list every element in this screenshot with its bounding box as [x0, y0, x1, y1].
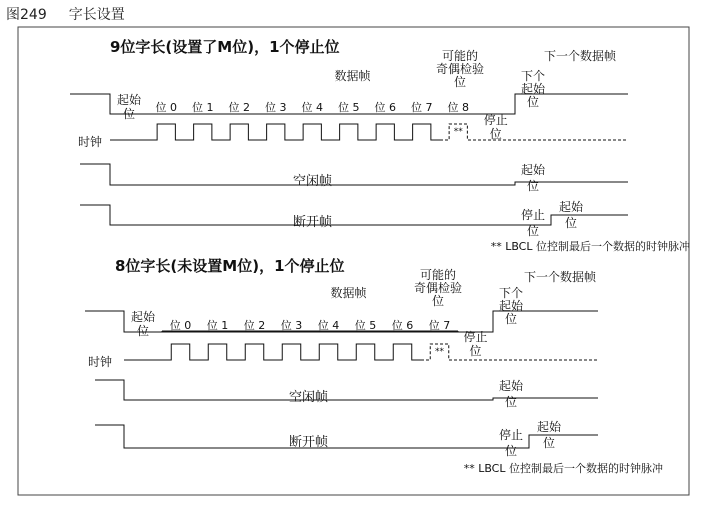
d2-next-start-label: 下个起始位: [498, 286, 524, 326]
d1-bit-label: 位 5: [338, 101, 360, 114]
d2-bit-label: 位 3: [280, 319, 303, 332]
d2-footnote: ** LBCL 位控制最后一个数据的时钟脉冲: [463, 462, 663, 475]
d2-break-stop-label: 停止位: [498, 428, 524, 458]
d2-data-waveform: [85, 311, 598, 332]
d1-idle-frame-label: 空闲帧: [292, 174, 333, 189]
d1-clock-waveform: [110, 124, 440, 140]
d1-parity-label: 可能的奇偶检验位: [435, 49, 485, 89]
d1-data-frame-label: 数据帧: [334, 69, 371, 83]
figure-caption: 字长设置: [68, 7, 125, 23]
d1-next-start-label: 下个起始位: [520, 69, 546, 109]
d1-bit-label: 位 2: [228, 101, 250, 114]
d2-data-frame-label: 数据帧: [330, 286, 367, 300]
d1-bit-label: 位 0: [155, 101, 177, 114]
figure-number: 图249: [6, 7, 47, 23]
d1-bit-label: 位 1: [192, 101, 214, 114]
d1-title: 9位字长(设置了M位)，1个停止位: [110, 38, 340, 56]
d1-break-frame-label: 断开帧: [292, 215, 333, 230]
d2-break-start-label: 起始位: [536, 420, 562, 450]
d1-bit-label: 位 3: [265, 101, 287, 114]
d2-bit-label: 位 1: [206, 319, 229, 332]
d2-clock-label: 时钟: [87, 355, 113, 369]
d1-bit-label: 位 6: [374, 101, 396, 114]
d2-break-frame-label: 断开帧: [288, 435, 329, 450]
d1-lbcl-marker: **: [453, 127, 463, 137]
d1-start-bit-label: 起始位: [116, 93, 142, 121]
d2-idle-start-label: 起始位: [498, 379, 524, 409]
d2-clock-waveform: [124, 344, 421, 360]
d2-start-bit-label: 起始位: [130, 310, 156, 338]
d2-bit-label: 位 4: [317, 319, 340, 332]
d2-next-frame-label: 下一个数据帧: [523, 270, 597, 284]
d2-bit-label: 位 6: [391, 319, 414, 332]
d2-bit-label: 位 0: [169, 319, 192, 332]
d1-next-frame-label: 下一个数据帧: [543, 49, 617, 63]
d1-idle-start-label: 起始位: [520, 163, 546, 193]
d1-idle-waveform: [80, 164, 628, 185]
d2-bit-label: 位 2: [243, 319, 266, 332]
d1-break-start-label: 起始位: [558, 200, 584, 230]
d2-idle-frame-label: 空闲帧: [288, 390, 329, 405]
d2-bit-label: 位 7: [428, 319, 451, 332]
d1-lbcl-clock-pulse: [440, 124, 628, 140]
d1-break-waveform: [80, 205, 628, 225]
d1-bit-label: 位 4: [301, 101, 323, 114]
d2-lbcl-clock-pulse: [421, 344, 598, 360]
d1-bit-label: 位 7: [411, 101, 433, 114]
d2-parity-label: 可能的奇偶检验位: [413, 268, 463, 308]
d1-clock-label: 时钟: [77, 135, 103, 149]
d1-footnote: ** LBCL 位控制最后一个数据的时钟脉冲: [490, 240, 690, 253]
d1-stop-bit-label: 停止位: [483, 113, 508, 141]
d1-break-stop-label: 停止位: [520, 208, 546, 238]
d2-stop-bit-label: 停止位: [463, 330, 488, 358]
d2-bit-label: 位 5: [354, 319, 377, 332]
d2-lbcl-marker: **: [435, 347, 444, 357]
d2-title: 8位字长(未设置M位)，1个停止位: [115, 257, 345, 275]
d1-bit-label: 位 8: [447, 101, 469, 114]
